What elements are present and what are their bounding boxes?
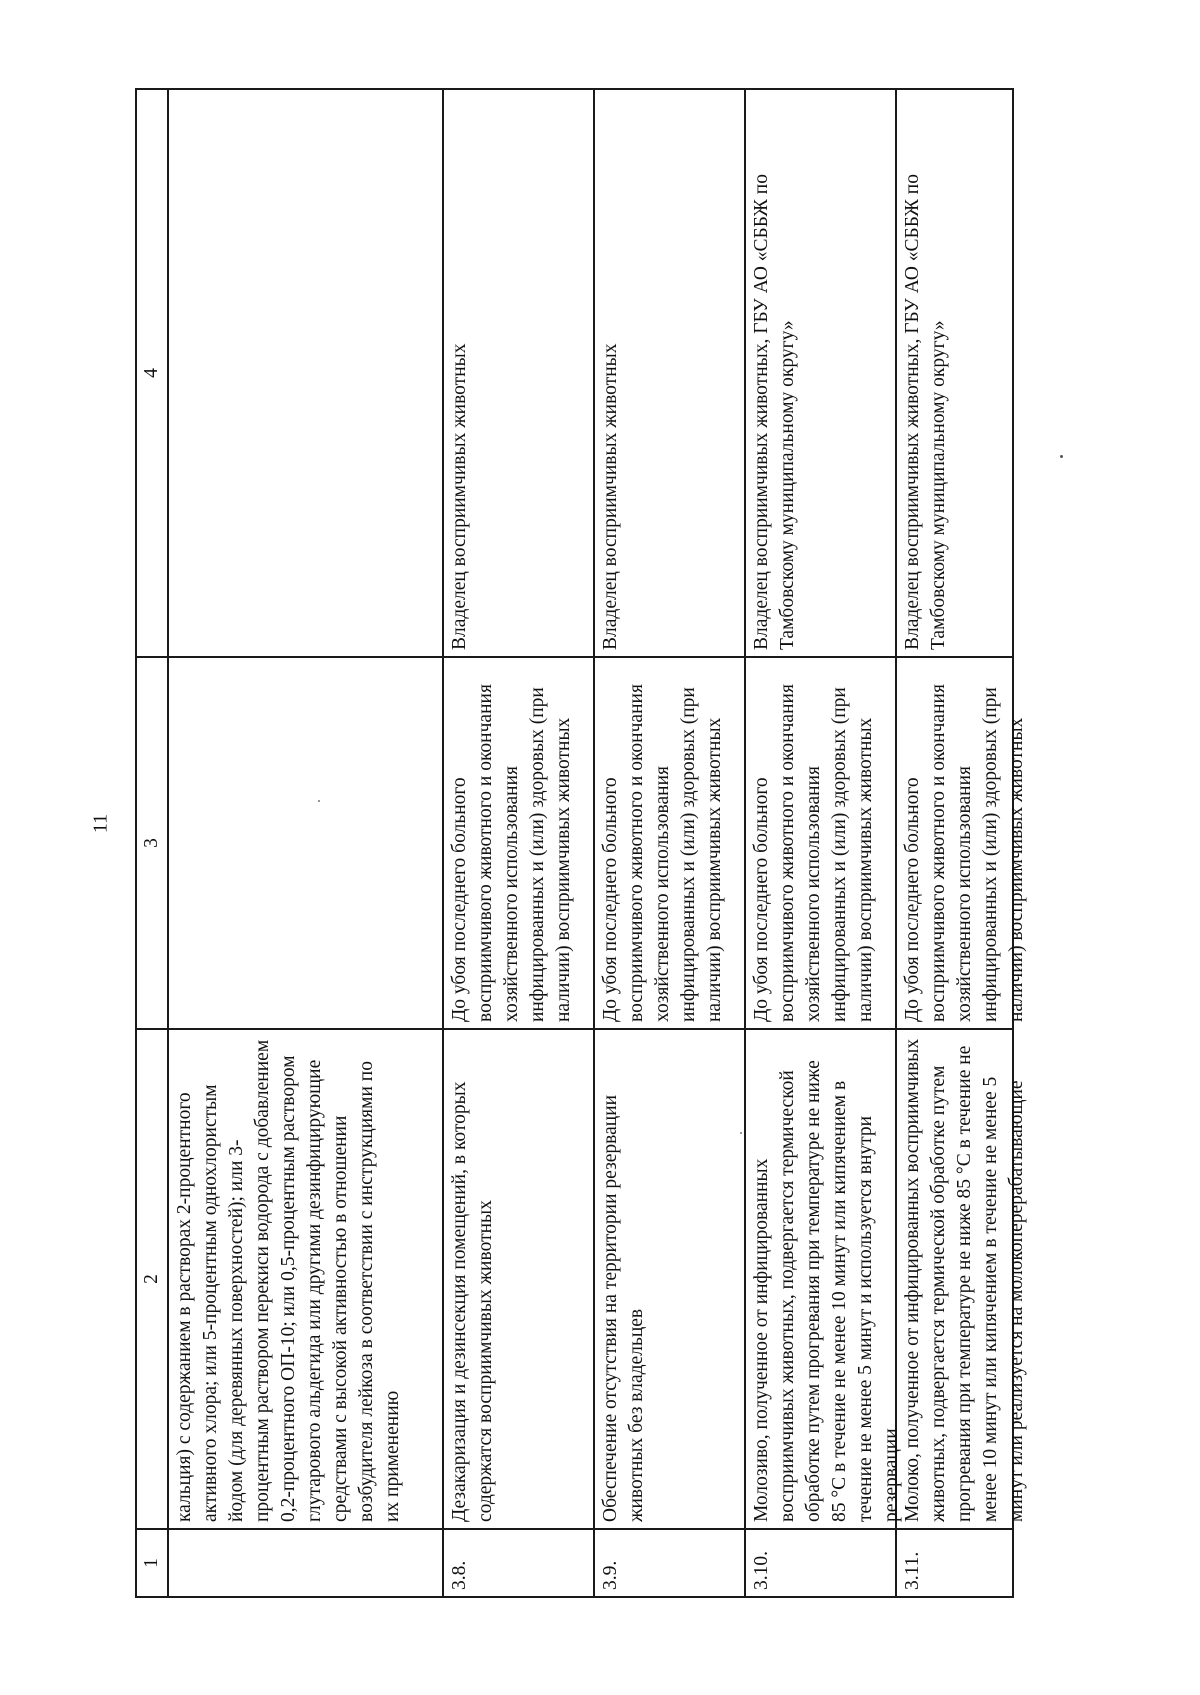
executor-cell [168,89,443,657]
row-number [168,1529,443,1597]
measures-table [135,88,1027,1598]
rotated-table-stage [135,88,1027,1598]
header-cell-2: 2 [136,1029,168,1529]
measure-cell: Молоко, полученное от инфицированных восприимчивых животных, подвергается термической обработке путем прогревания при температуре не ниже 85 °С в течение не менее 10 минут или кипячением в течение не менее 5 минут или реализуется на молокоперерабатывающие [896,1029,1013,1529]
executor-cell: Владелец восприимчивых животных [443,89,594,657]
measure-cell: Обеспечение отсутствия на территории резервации животных без владельцев [594,1029,745,1529]
table-row [896,89,1013,1597]
measure-cell: Молозиво, полученное от инфицированных восприимчивых животных, подвергается термической обработке путем прогревания при температуре не ниже 85 °С в течение не менее 10 минут или кипячением в течение не менее 5 минут и используется внутри резервации [745,1029,896,1529]
table-row [443,89,594,1597]
table-row [594,89,745,1597]
executor-cell: Владелец восприимчивых животных, ГБУ АО «СББЖ по Тамбовскому муниципальному округу» [896,89,1013,657]
term-cell [168,657,443,1029]
header-cell-4: 4 [136,89,168,657]
executor-cell: Владелец восприимчивых животных, ГБУ АО «СББЖ по Тамбовскому муниципальному округу» [745,89,896,657]
term-cell: До убоя последнего больного восприимчивого животного и окончания хозяйственного использования инфицированных и (или) здоровых (при наличии) восприимчивых животных [443,657,594,1029]
measure-cell: Дезакаризация и дезинсекция помещений, в которых содержатся восприимчивых животных [443,1029,594,1529]
executor-cell: Владелец восприимчивых животных [594,89,745,657]
scan-speck [1060,455,1063,458]
page-number: 11 [89,813,112,834]
term-cell: До убоя последнего больного восприимчивого животного и окончания хозяйственного использования инфицированных и (или) здоровых (при наличии) восприимчивых животных [745,657,896,1029]
term-cell: До убоя последнего больного восприимчивого животного и окончания хозяйственного использования инфицированных и (или) здоровых (при наличии) восприимчивых животных [896,657,1013,1029]
row-number: 3.11. [896,1529,1013,1597]
row-number: 3.9. [594,1529,745,1597]
table-header-row [136,89,168,1597]
row-number: 3.10. [745,1529,896,1597]
table-row [168,89,443,1597]
measure-cell: кальция) с содержанием в растворах 2-процентного активного хлора; или 5-процентным однохлористым йодом (для деревянных поверхностей); или 3-процентным раствором перекиси водорода с добавлением 0,2-процентного ОП-10; или 0,5-процентным раствором глутарового альдегида или другими дезинфицирующие средствами с высокой активностью в отношении возбудителя лейкоза в соответствии с инструкциями по их применению [168,1029,443,1529]
table-row [745,89,896,1597]
row-number: 3.8. [443,1529,594,1597]
header-cell-1: 1 [136,1529,168,1597]
term-cell: До убоя последнего больного восприимчивого животного и окончания хозяйственного использования инфицированных и (или) здоровых (при наличии) восприимчивых животных [594,657,745,1029]
header-cell-3: 3 [136,657,168,1029]
